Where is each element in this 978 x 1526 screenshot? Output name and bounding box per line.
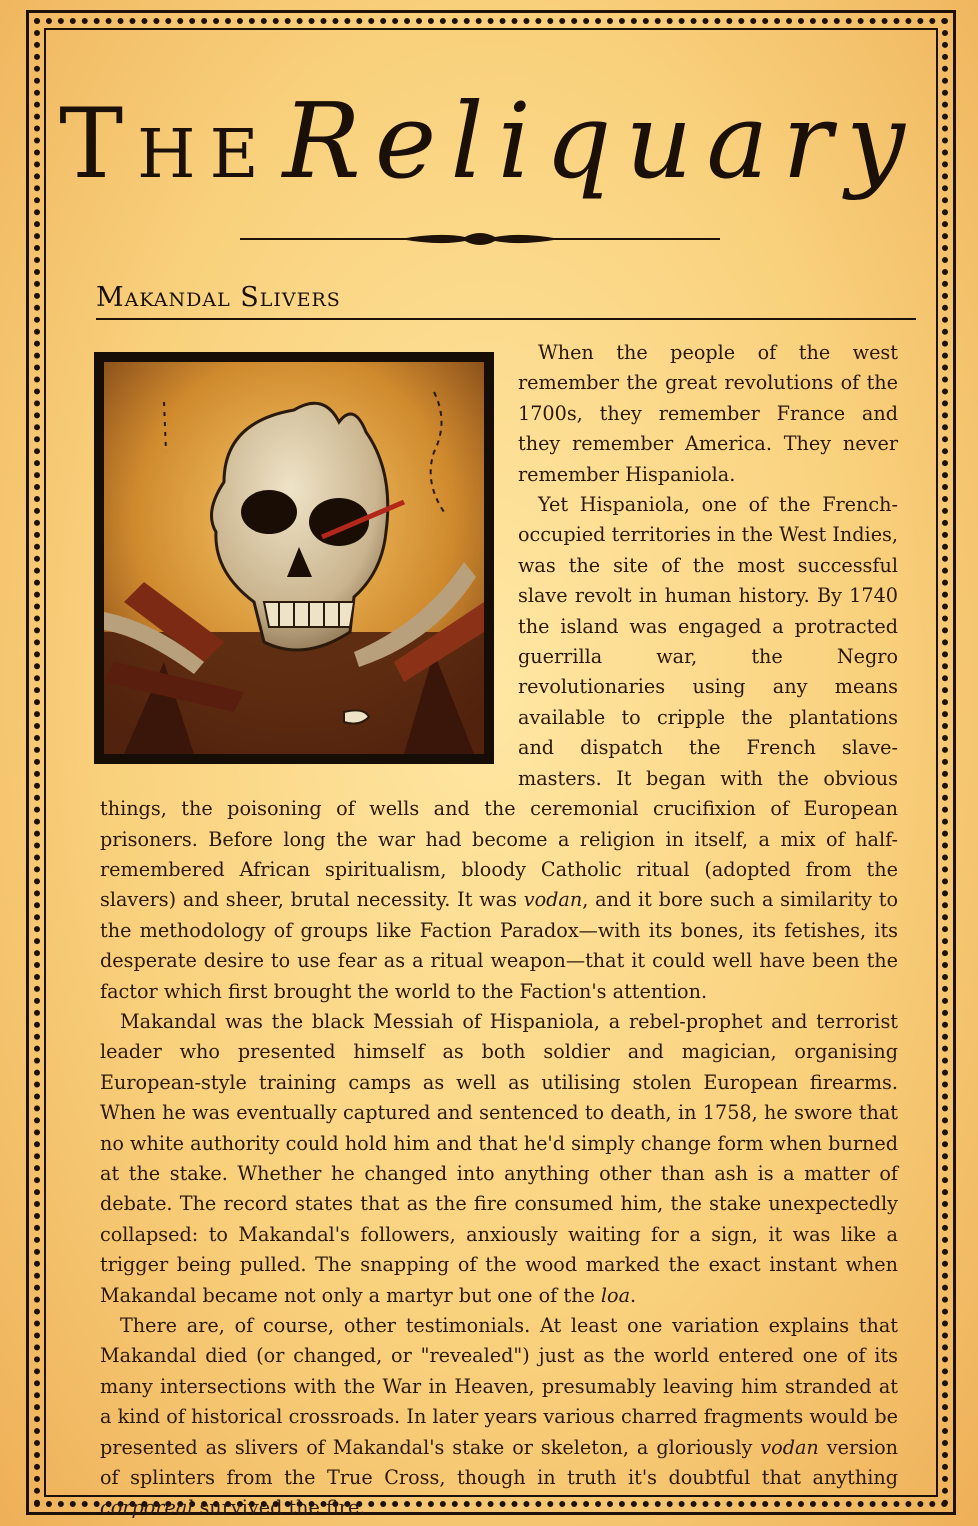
title-reliquary: Reliquary (282, 80, 919, 202)
title-the: The (59, 88, 273, 200)
paragraph-3-part-a: Makandal was the black Messiah of Hispaniola, a rebel-prophet and terrorist leader who presented himself as both soldier and magician, organising European-style training camps as well as utilising stolen European firearms. When he was eventually captured and sentenced to death, in 1758, he swore that no white authority could hold him and that he'd simply change form when burned at the stake. Whether he changed into anything other than ash is a matter of debate. The record states that as the fire consumed him, the stake unexpectedly collapsed: to Makandal's followers, anxiously waiting for a sign, it was like a trigger being pulled. The snapping of the wood marked the exact instant when Makandal became not only a martyr but one of the (100, 1009, 898, 1307)
paragraph-3 (100, 1007, 898, 1311)
paragraph-3-part-b: . (630, 1283, 637, 1307)
paragraph-2-part-a: Yet Hispaniola, one of the French-occupied territories in the West Indies, was the site of the most successful slave revolt in human history. By 1740 the island was engaged a protracted guerrilla war, the Negro revolutionaries using any means available to cripple the plantations and dispatch the French slave-masters. It began with the obvious things, the poisoning of wells and the ceremonial crucifixion of European prisoners. Before long the war had become a religion in itself, a mix of half-remembered African spiritualism, bloody Catholic ritual (adopted from the slavers) and sheer, brutal necessity. It was (100, 493, 898, 912)
paragraph-3-loa: loa (600, 1283, 631, 1307)
section-heading: Makandal Slivers (96, 282, 341, 313)
paragraph-2-vodan: vodan (523, 888, 583, 912)
paragraph-4-part-b: version of splinters from the True Cross, though in truth it's doubtful that anything (100, 1435, 899, 1490)
paragraph-4-corporeal: corporeal (100, 1496, 194, 1520)
paragraph-4 (100, 1311, 898, 1524)
article-body (100, 338, 898, 1524)
illustration-text-wrap-spacer (100, 338, 518, 778)
paragraph-1: When the people of the west remember the great revolutions of the 1700s, they remember France and they remember America. They never remember Hispaniola. (518, 341, 898, 486)
paragraph-4-part-c: survived the fire. (193, 1496, 366, 1520)
page-title (0, 80, 978, 220)
paragraph-4-part-a: There are, of course, other testimonials. At least one variation explains that Makandal died (or changed, or "revealed") just as the world entered one of its many intersections with the War in Heaven, presumably leaving him stranded at a kind of historical crossroads. In later years various charred fragments would be presented as slivers of Makandal's stake or skeleton, a gloriously (100, 1314, 898, 1459)
paragraph-4-vodan: vodan (760, 1435, 819, 1459)
title-ornament-divider (240, 226, 720, 252)
section-heading-rule (96, 318, 916, 320)
paragraph-2-part-b: , and it bore such a similarity to the methodology of groups like Faction Paradox—with its bones, its fetishes, its desperate desire to use fear as a ritual weapon—that it could well have been the factor which first brought the world to the Faction's attention. (100, 888, 898, 1003)
